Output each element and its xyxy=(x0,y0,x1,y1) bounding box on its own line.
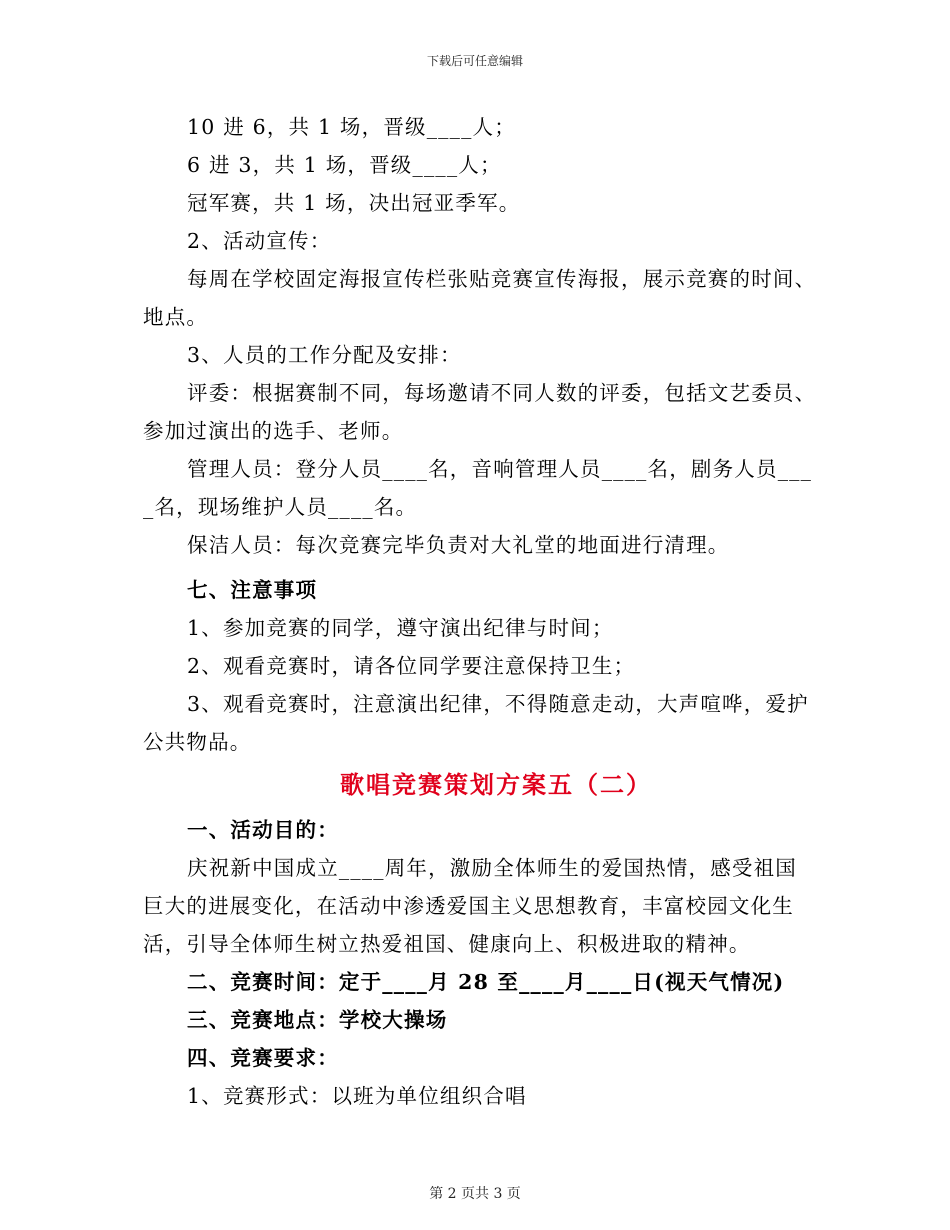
text-line: 参加过演出的选手、老师。 xyxy=(143,419,404,443)
list-item: 2、观看竞赛时，请各位同学要注意保持卫生； xyxy=(187,654,636,678)
text-line: 每周在学校固定海报宣传栏张贴竞赛宣传海报，展示竞赛的时间、 xyxy=(187,267,817,291)
document-body xyxy=(143,108,817,1115)
list-item: 1、参加竞赛的同学，遵守演出纪律与时间； xyxy=(187,616,614,640)
text-line: 保洁人员：每次竞赛完毕负责对大礼堂的地面进行清理。 xyxy=(187,533,730,557)
page-footer-number: 第 2 页共 3 页 xyxy=(429,1186,521,1202)
text-line: 地点。 xyxy=(143,305,209,329)
subheading: 2、活动宣传： xyxy=(187,229,332,253)
section-heading: 一、活动目的： xyxy=(187,818,339,842)
text-line: 管理人员：登分人员____名，音响管理人员____名，剧务人员___ xyxy=(187,457,813,481)
text-line: 公共物品。 xyxy=(143,730,252,754)
text-line: 活，引导全体师生树立热爱祖国、健康向上、积极进取的精神。 xyxy=(143,932,751,956)
section-heading: 七、注意事项 xyxy=(187,578,318,602)
text-line: 评委：根据赛制不同，每场邀请不同人数的评委，包括文艺委员、 xyxy=(187,381,817,405)
text-line: 10 进 6，共 1 场，晋级____人； xyxy=(187,115,516,139)
section-heading: 四、竞赛要求： xyxy=(187,1046,339,1070)
text-line: 6 进 3，共 1 场，晋级____人； xyxy=(187,153,502,177)
text-line: 庆祝新中国成立____周年，激励全体师生的爱国热情，感受祖国 xyxy=(187,856,797,880)
text-line: 巨大的进展变化，在活动中渗透爱国主义思想教育，丰富校园文化生 xyxy=(143,894,794,918)
list-item: 1、竞赛形式：以班为单位组织合唱 xyxy=(187,1084,527,1108)
section-title: 歌唱竞赛策划方案五（二） xyxy=(340,770,652,799)
text-line: 冠军赛，共 1 场，决出冠亚季军。 xyxy=(187,191,521,215)
list-item: 3、观看竞赛时，注意演出纪律，不得随意走动，大声喧哗，爱护 xyxy=(187,692,809,716)
section-heading: 三、竞赛地点：学校大操场 xyxy=(187,1008,448,1032)
text-line: _名，现场维护人员____名。 xyxy=(143,495,418,519)
subheading: 3、人员的工作分配及安排： xyxy=(187,343,462,367)
page-header-note: 下载后可任意编辑 xyxy=(426,54,523,68)
section-heading: 二、竞赛时间：定于____月 28 至____月____日(视天气情况) xyxy=(187,970,785,994)
